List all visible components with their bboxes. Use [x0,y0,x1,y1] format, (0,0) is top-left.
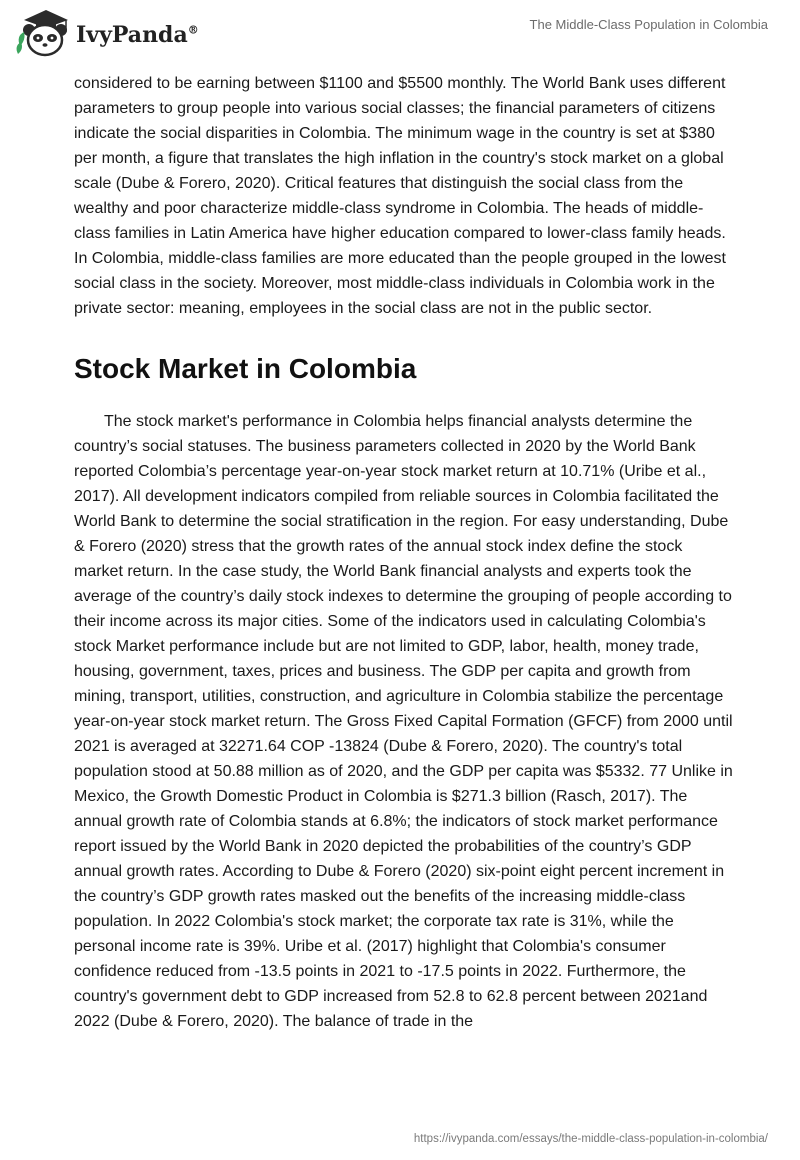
essay-body [74,71,734,1034]
brand-name: IvyPanda® [76,22,199,48]
panda-graduate-logo-icon [14,6,74,62]
footer-url[interactable]: https://ivypanda.com/essays/the-middle-class-population-in-colombia/ [413,1133,768,1145]
page-header [0,0,800,70]
paragraph-middle-class: considered to be earning between $1100 and $5500 monthly. The World Bank uses different parameters to group people into various social classes; the financial parameters of citizens indicate the social disparities in Colombia. The minimum wage in the country is set at $380 per month, a figure that translates the high inflation in the country's stock market on a global scale (Dube & Forero, 2020). Critical features that distinguish the social class from the wealthy and poor characterize middle-class syndrome in Colombia. The heads of middle-class families in Latin America have higher education compared to lower-class family heads. In Colombia, middle-class families are more educated than the people grouped in the lowest social class in the society. Moreover, most middle-class individuals in Colombia work in the private sector: meaning, employees in the social class are not in the public sector. [74,75,726,317]
ivypanda-logo[interactable] [14,6,199,62]
document-title: The Middle-Class Population in Colombia [529,17,768,32]
paragraph-stock-market: The stock market's performance in Colombia helps financial analysts determine the country’s social statuses. The business parameters collected in 2020 by the World Bank reported Colombia’s percentage year-on-year stock market return at 10.71% (Uribe et al., 2017). All development indicators compiled from reliable sources in Colombia facilitated the World Bank to determine the social stratification in the region. For easy understanding, Dube & Forero (2020) stress that the growth rates of the annual stock index define the stock market return. In the case study, the World Bank financial analysts and experts took the average of the country’s daily stock indexes to determine the grouping of people according to their income across its major cities. Some of the indicators used in calculating Colombia's stock Market performance include but are not limited to GDP, labor, health, money trade, housing, government, taxes, prices and business. The GDP per capita and growth from mining, transport, utilities, construction, and agriculture in Colombia stabilize the percentage year-on-year stock market return. The Gross Fixed Capital Formation (GFCF) from 2000 until 2021 is averaged at 32271.64 COP -13824 (Dube & Forero, 2020). The country's total population stood at 50.88 million as of 2020, and the GDP per capita was $5332. 77 Unlike in Mexico, the Growth Domestic Product in Colombia is $271.3 billion (Rasch, 2017). The annual growth rate of Colombia stands at 6.8%; the indicators of stock market performance report issued by the World Bank in 2020 depicted the probabilities of the country’s GDP annual growth rates. According to Dube & Forero (2020) six-point eight percent increment in the country’s GDP growth rates masked out the benefits of the increasing middle-class population. In 2022 Colombia's stock market; the corporate tax rate is 31%, while the personal income rate is 39%. Uribe et al. (2017) highlight that Colombia's consumer confidence reduced from -13.5 points in 2021 to -17.5 points in 2022. Furthermore, the country's government debt to GDP increased from 52.8 to 62.8 percent between 2021and 2022 (Dube & Forero, 2020). The balance of trade in the [74,413,733,1030]
section-heading: Stock Market in Colombia [74,353,417,384]
